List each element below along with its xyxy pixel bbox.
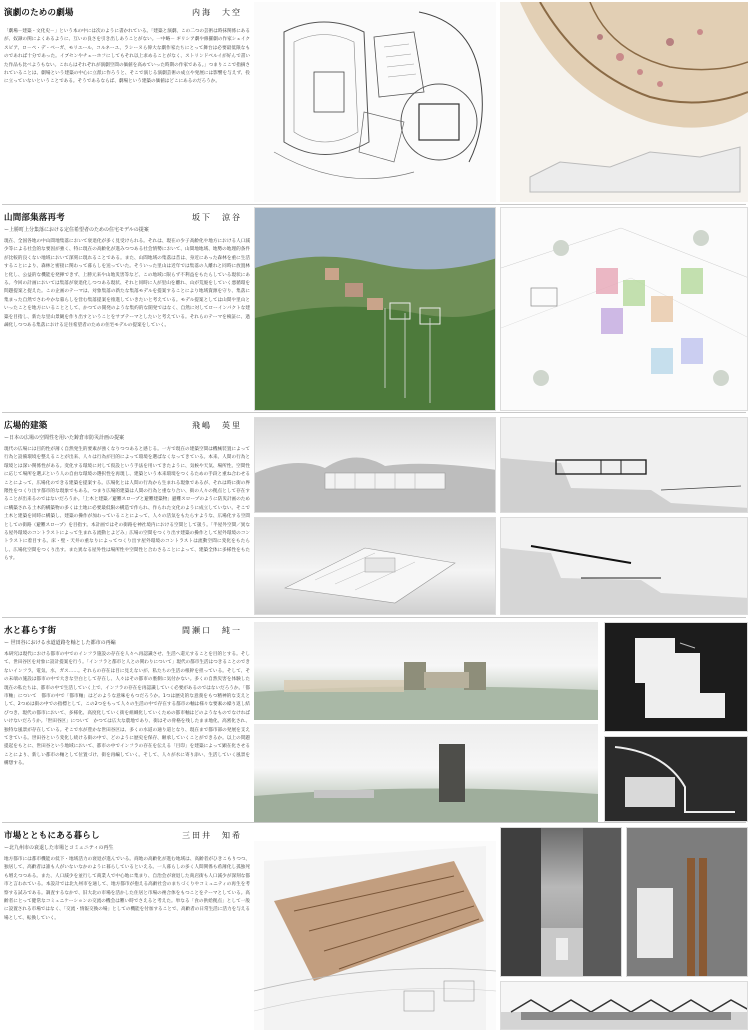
tower-section-dark-2 (604, 736, 748, 822)
project-author: 間瀬口 純一 (182, 626, 242, 635)
project-author: 三田井 知希 (182, 831, 242, 840)
market-aerial-drawing (254, 841, 496, 1030)
project-row-5 (0, 823, 750, 1030)
water-tower-render-2 (254, 724, 598, 822)
market-interior-render-1 (500, 827, 622, 977)
project-body: 本研究は現代における都市の中でのインフラ施設の存在を人々へ再認識させ、生活へ還元することを目的とする。そして、世田谷区を対象に設計提案を行う。「インフラと都市と人との関わりについて」現代の都市生活はつきることのできないインフラ。電気、水、ガス……。それらの存在は目に見えないが、私たちの生活の根幹を担っている。そして、その末端の施設は都市の中で大きな空白として存在し、人々はその都市の裏側に気付かない。多くの自然災害を体験した現在の私たちは、都市の中で生活していく上で、インフラの存在を再認識していく必要があるのではないだろうか。「都市軸」について 都市の中で「都市軸」はどのような意味をもつだろうか。1つは歴史的な意義をもつ精神的な支えとして、2つめは街の中での指標として、この2つをもって人々の生活の中で存在する都市の軸は様々な要素の繰り返し結びつき、現代の都市において、多様化、高度化していく街を組織化していくための都市軸はどのようなものでなければいけないだろうか。「世田谷区」について かつては広大な農地であり、街はその骨格を残したまま地化、高密化され、独特な風景が存在している。そこで水が豊かな世田谷区は、多くの水道の通り道となり、現在まで都市部の発展を支えてきている。世田谷という変化し続ける街の中で、どのように歴史を保存、継承していくことができるか。以上の問題提起をもとに、世田谷という地域において、都市の中でインフラの存在を伝える「目印」を建築によって顕在化させることにより、新しい都市の軸として位置づけ、街を再編していく。そして、人々が水に寄り添い、生活していく風景を構想する。 (4, 652, 250, 767)
project-subtitle: ー北九州市の衰退した市場とコミュニティの再生 (4, 845, 114, 851)
slope-section-drawing-1 (500, 417, 748, 513)
market-elevation-model (500, 981, 748, 1030)
project-title: 水と暮らす街 (4, 626, 57, 636)
axonometric-houses-diagram (500, 207, 748, 411)
project-author: 内海 大空 (192, 8, 242, 17)
project-heading-5 (4, 829, 250, 841)
project-title: 演劇のための劇場 (4, 8, 74, 18)
project-subtitle: ー日本の広場の空間性を用いた鋳倉市防災計画の提案 (4, 435, 125, 441)
project-author: 飛嶋 英里 (192, 421, 242, 430)
project-body: 現在、全国各地の中山間地集落において衰退化が多く見受けられる。それは、現在の少子高齢化や地方における人口減少等による社会的な要因が強く、特に現在の高齢化が進みつつある社会情勢において、山間地地域、地勢の地理的条件が比較的良くない地域において深刻に現れることである。また、山間地域の集落は昔は、身近にあった森林を重に生活することにより、森林と密接に関わって暮らしを送っていた。そういった里山は近年では集落の人離れと同時に放置林と化し、公益的な機能を発揮できず、上勝元来や山地災害等など、この地域に限らず不利益をもたらしている現状にある。今回の計画においては集落が衰退化しつつある現状、それと同時に人が里山を離れ、山が荒廃をしていく悪循環を問題提案と捉えた。この企画のテーマは、対象集落の新たな集落モデルを提案することにより地域資源を守り、集落に集まった自然でさわやかな暮らしを営む集落提案を推進していきたいと考えている。モデル提案としては山間や里山といったことを地方にいることとして、かつての開発のような集約的な開発ではなく、自然に対してローインパクトな建築を目指し、新たな里山景観を作り出すということをサブテーマとしたいと考えている。それらのテーマを検証に、過疎化しつつある集落における定住希望者のための住宅モデルの提案をしていく。 (4, 239, 250, 329)
project-title: 山間部集落再考 (4, 213, 65, 223)
project-body: 現代の広場には目的性が薄く自然発生的要素が強くなりつつあると感じる。一方で現在の建築空間は機械装置によって行為と設備環境を整えることが出来、人々は行為が目的によって環境を選ばなくなってきている。本来、人間の行為と環境とは深い関係性がある。変化する環境に対して仮設という手法を用いてきたように、気候や天気、場所性、空間性に応じて場所を選ぶという人の自由な環境の選択性を再現し、建築という本来環境をつくるための手段と重ね合わせることによって、広場化のできる建築を提案する。広場化とは人間の行為から生まれる現象であるが、それは時に街の界隈性をつくり出す都市的な現象でもある。つまり広場的建築は人間の行為と重なり合い、街の人々の拠点として存在することが出来るのではないだろうか。「上木と建築／避難スロープと避難建築物」避難スロープのように防災計画のために構築される土木的構築物の多くは土地に必要最低限の構造で作られ、作られた文化のように成立していない。そこで土木と建築を同時に構築し、建築の操作が加わっていることによって、人々の活気をもたらすような、広場化する空間としての街路（避難スロープ）を目指す。本計画ではその街路を神社境内における空間として扱う。「半屋外空間／異なる屋外環境のコントラストによって生まれる流動とよどみ」広場の空間をつくり出す建築の操作として屋外環境のコントラストに着目する。床・壁・天井の重なりによってつくり出す屋外環境のコントラストは流動空間に変化をもたらし、広場化空間をつくり出す。また異なる屋外性は場所性や空間性と合わさることによって、建築全体に多様性をもたらす。 (4, 447, 250, 562)
project-heading-2 (4, 211, 250, 223)
project-heading-3 (4, 419, 250, 431)
slope-section-drawing-2 (500, 517, 748, 615)
project-row-1 (0, 0, 750, 205)
project-title: 広場的建築 (4, 421, 48, 431)
project-row-4 (0, 618, 750, 823)
project-row-3 (0, 413, 750, 618)
project-body: 地方都市には都市機能の低下・地域活力の衰退が進んでいる。商地の高齢化が進む地域は、高齢者がひきこもりつつ、独居して、高齢者は誰も人がいないなかのように暮らしているといえる。一人暮らしの多く人間関係も希薄化し孤独死も増えつつある。また、人口減少を並行して商業人で中心地に集まり、自治会が衰退した商店街も人口減少が深刻な都市と言われている。本設計では北九州市を通して、地方都市が抱える高齢社会のまちづくりやコミュニティの再生を考察する試みである。調査するなかで、旧大北の市場を活かした住居と市場の複合体をもつことをテーマとしている。高齢者にとって健常なコミュニケーションの交流の機会は難い時でさえると考えた。単なる「食の供給拠点」として一般に設置される市場ではなく、「交流・情報交換の場」としての機能を付加することで、高齢者の日常生活に活力を与える場として、転換していく。 (4, 857, 250, 921)
project-text-3 (4, 413, 250, 618)
theatre-plan-drawing (254, 2, 496, 202)
project-title: 市場とともにある暮らし (4, 831, 100, 841)
project-row-2 (0, 205, 750, 413)
plaza-building-render-1 (254, 417, 496, 513)
project-text-1 (4, 0, 250, 205)
water-tower-render-1 (254, 622, 598, 720)
project-subtitle: ー 世田谷における水道道路を軸とした都市の再編 (4, 640, 116, 646)
plaza-building-render-2 (254, 517, 496, 615)
market-interior-render-2 (626, 827, 748, 977)
project-text-5 (4, 823, 250, 933)
project-subtitle: ー上勝町上分集落における定住希望者のための住宅モデルの提案 (4, 227, 149, 233)
project-author: 坂下 涼谷 (192, 213, 242, 222)
project-body: 「劇場－建築・文化史－」という本の中には次のように書かれている。「建築と演劇、この二つの芸術は時抹関係にあるが、奴隷の関によくあるように、互いの良さを引き出しあうことがない。一中略－ ギリシア劇や修羅劇の作家シェイクスピア、ロ－ペ・デ・ベーガ、モリエール、コルネーユ、ラシーヌら偉大な劇作家たちにとって舞台は必要最低限なものであれば十分であった。イブセンやチェーホフにしてもそれ以上求めることがなく、ストリンドベルイが好んで書いた作品も比べようもない。これらはそれぞれが演劇空間の価値を高めていった時期の作家である。」つまりここで指摘されていることは、劇場という建築の中心に立派に作ろうと、そこで演じる演劇芸術の成立や発展には影響を与えず、役に立っていないということである。そうであるならば、劇場という建築の価値はどこにあるのだろうか。 (4, 29, 250, 85)
project-heading-1 (4, 6, 250, 18)
tower-section-dark-1 (604, 622, 748, 732)
theatre-perspective-render (500, 2, 748, 202)
project-text-2 (4, 205, 250, 413)
project-heading-4 (4, 624, 250, 636)
project-text-4 (4, 618, 250, 823)
forest-village-render (254, 207, 496, 411)
